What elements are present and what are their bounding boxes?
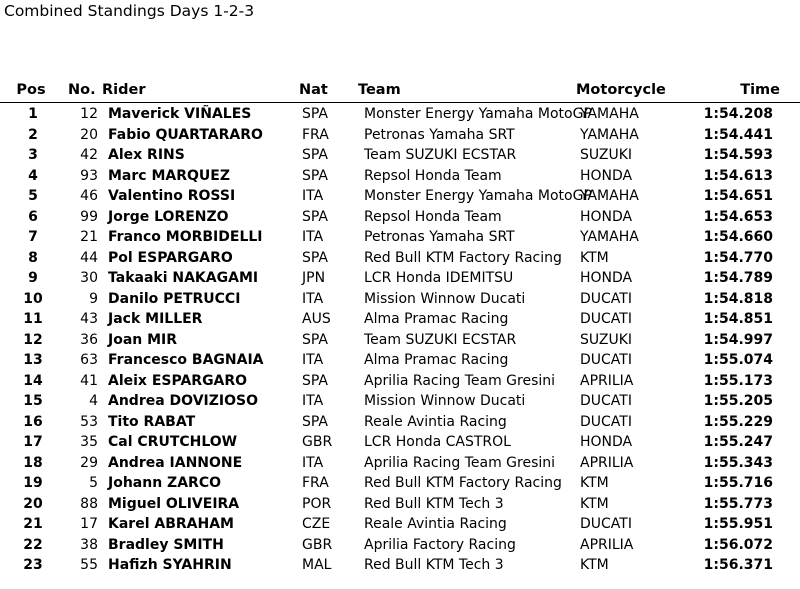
- header-pos: Pos: [16, 82, 46, 98]
- cell-no: 12: [80, 106, 98, 122]
- cell-motorcycle: KTM: [580, 249, 609, 266]
- cell-rider: Miguel OLIVEIRA: [108, 495, 240, 512]
- table-row: [0, 249, 800, 270]
- cell-rider: Andrea DOVIZIOSO: [108, 393, 258, 409]
- cell-pos: 17: [23, 434, 43, 450]
- cell-motorcycle: DUCATI: [580, 290, 632, 307]
- cell-rider: Tito RABAT: [108, 413, 196, 430]
- cell-rider: Alex RINS: [108, 147, 185, 163]
- header-team: Team: [358, 82, 401, 98]
- cell-rider: Johann ZARCO: [108, 475, 221, 491]
- cell-rider: Marc MARQUEZ: [108, 167, 230, 184]
- cell-team: LCR Honda CASTROL: [364, 434, 511, 450]
- cell-nat: SPA: [302, 372, 329, 389]
- cell-pos: 21: [23, 516, 43, 532]
- cell-nat: SPA: [302, 208, 329, 225]
- cell-team: Red Bull KTM Factory Racing: [364, 249, 562, 266]
- table-row: [0, 290, 800, 311]
- header-time: Time: [740, 82, 780, 98]
- cell-no: 21: [80, 229, 98, 245]
- cell-pos: 23: [23, 557, 43, 573]
- cell-pos: 16: [23, 413, 43, 430]
- cell-rider: Franco MORBIDELLI: [108, 229, 263, 245]
- table-row: [0, 515, 800, 536]
- table-body: [0, 105, 800, 577]
- cell-motorcycle: HONDA: [580, 167, 633, 184]
- cell-no: 4: [89, 393, 98, 409]
- cell-team: Mission Winnow Ducati: [364, 393, 526, 409]
- cell-pos: 13: [23, 352, 43, 368]
- table-header: [0, 80, 800, 103]
- cell-time: 1:55.173: [703, 372, 773, 389]
- cell-motorcycle: DUCATI: [580, 516, 632, 532]
- cell-pos: 18: [23, 454, 43, 471]
- cell-rider: Valentino ROSSI: [108, 188, 236, 204]
- header-motorcycle: Motorcycle: [576, 82, 666, 98]
- cell-motorcycle: APRILIA: [580, 372, 634, 389]
- cell-time: 1:54.208: [703, 106, 773, 122]
- cell-time: 1:55.074: [703, 352, 773, 368]
- table-row: [0, 454, 800, 475]
- cell-no: 44: [80, 249, 98, 266]
- cell-motorcycle: KTM: [580, 475, 609, 491]
- cell-motorcycle: YAMAHA: [580, 106, 639, 122]
- cell-time: 1:54.613: [703, 167, 773, 184]
- cell-team: Team SUZUKI ECSTAR: [364, 331, 517, 348]
- cell-rider: Takaaki NAKAGAMI: [108, 270, 259, 286]
- cell-motorcycle: APRILIA: [580, 536, 634, 553]
- cell-team: Aprilia Factory Racing: [364, 536, 516, 553]
- header-rider: Rider: [102, 82, 146, 98]
- cell-rider: Aleix ESPARGARO: [108, 372, 248, 389]
- cell-rider: Cal CRUTCHLOW: [108, 434, 238, 450]
- cell-team: Red Bull KTM Tech 3: [364, 495, 504, 512]
- cell-rider: Jorge LORENZO: [108, 208, 229, 225]
- cell-no: 20: [80, 126, 98, 143]
- cell-nat: ITA: [302, 229, 324, 245]
- cell-nat: SPA: [302, 331, 329, 348]
- table-row: [0, 105, 800, 126]
- cell-team: LCR Honda IDEMITSU: [364, 270, 514, 286]
- cell-no: 88: [80, 495, 98, 512]
- cell-motorcycle: HONDA: [580, 270, 633, 286]
- cell-nat: POR: [302, 495, 332, 512]
- cell-time: 1:55.247: [703, 434, 773, 450]
- cell-nat: ITA: [302, 454, 324, 471]
- cell-nat: FRA: [302, 475, 329, 491]
- cell-time: 1:55.716: [703, 475, 773, 491]
- cell-nat: SPA: [302, 167, 329, 184]
- cell-pos: 15: [23, 393, 43, 409]
- standings-table: [0, 80, 800, 577]
- cell-motorcycle: DUCATI: [580, 352, 632, 368]
- cell-pos: 4: [28, 167, 38, 184]
- cell-motorcycle: YAMAHA: [580, 188, 639, 204]
- cell-team: Petronas Yamaha SRT: [364, 126, 515, 143]
- cell-nat: MAL: [302, 557, 332, 573]
- cell-team: Monster Energy Yamaha MotoGP: [364, 188, 592, 204]
- table-row: [0, 146, 800, 167]
- table-row: [0, 351, 800, 372]
- table-row: [0, 413, 800, 434]
- cell-time: 1:54.651: [703, 188, 773, 204]
- cell-team: Aprilia Racing Team Gresini: [364, 454, 556, 471]
- table-row: [0, 208, 800, 229]
- cell-rider: Danilo PETRUCCI: [108, 290, 241, 307]
- cell-nat: GBR: [302, 434, 333, 450]
- table-row: [0, 433, 800, 454]
- cell-pos: 11: [23, 311, 43, 327]
- cell-motorcycle: YAMAHA: [580, 229, 639, 245]
- page-title: Combined Standings Days 1-2-3: [4, 2, 255, 20]
- cell-pos: 22: [23, 536, 43, 553]
- cell-team: Red Bull KTM Factory Racing: [364, 475, 562, 491]
- cell-time: 1:55.205: [703, 393, 773, 409]
- cell-time: 1:54.997: [703, 331, 773, 348]
- cell-team: Alma Pramac Racing: [364, 352, 509, 368]
- cell-rider: Francesco BAGNAIA: [108, 352, 264, 368]
- table-row: [0, 372, 800, 393]
- cell-pos: 20: [23, 495, 43, 512]
- cell-no: 35: [80, 434, 98, 450]
- cell-no: 43: [80, 311, 98, 327]
- cell-pos: 10: [23, 290, 43, 307]
- cell-motorcycle: KTM: [580, 557, 609, 573]
- cell-pos: 3: [28, 147, 38, 163]
- cell-no: 5: [89, 475, 98, 491]
- cell-time: 1:54.818: [703, 290, 773, 307]
- cell-time: 1:54.593: [703, 147, 773, 163]
- cell-rider: Fabio QUARTARARO: [108, 126, 263, 143]
- header-no: No.: [68, 82, 96, 98]
- table-row: [0, 167, 800, 188]
- cell-no: 9: [89, 290, 98, 307]
- cell-pos: 9: [28, 270, 38, 286]
- cell-time: 1:55.773: [703, 495, 773, 512]
- cell-no: 36: [80, 331, 98, 348]
- table-row: [0, 495, 800, 516]
- cell-team: Mission Winnow Ducati: [364, 290, 526, 307]
- cell-nat: ITA: [302, 393, 324, 409]
- cell-nat: SPA: [302, 106, 329, 122]
- table-row: [0, 392, 800, 413]
- cell-pos: 2: [28, 126, 38, 143]
- cell-time: 1:56.072: [703, 536, 773, 553]
- table-row: [0, 187, 800, 208]
- cell-pos: 8: [28, 249, 38, 266]
- cell-no: 29: [80, 454, 98, 471]
- cell-pos: 14: [23, 372, 43, 389]
- cell-motorcycle: DUCATI: [580, 393, 632, 409]
- cell-nat: FRA: [302, 126, 329, 143]
- cell-time: 1:54.441: [703, 126, 773, 143]
- header-nat: Nat: [299, 82, 328, 98]
- cell-time: 1:55.951: [703, 516, 773, 532]
- cell-time: 1:55.229: [703, 413, 773, 430]
- cell-no: 53: [80, 413, 98, 430]
- cell-rider: Joan MIR: [108, 331, 178, 348]
- cell-team: Reale Avintia Racing: [364, 516, 507, 532]
- cell-time: 1:54.660: [703, 229, 773, 245]
- cell-motorcycle: DUCATI: [580, 311, 632, 327]
- cell-motorcycle: SUZUKI: [580, 331, 633, 348]
- cell-no: 55: [80, 557, 98, 573]
- cell-no: 30: [80, 270, 98, 286]
- cell-nat: ITA: [302, 352, 324, 368]
- cell-no: 99: [80, 208, 98, 225]
- table-row: [0, 228, 800, 249]
- cell-team: Petronas Yamaha SRT: [364, 229, 515, 245]
- cell-nat: CZE: [302, 516, 331, 532]
- cell-motorcycle: YAMAHA: [580, 126, 639, 143]
- table-row: [0, 269, 800, 290]
- cell-motorcycle: HONDA: [580, 434, 633, 450]
- cell-pos: 1: [28, 106, 38, 122]
- cell-time: 1:54.770: [703, 249, 773, 266]
- cell-rider: Karel ABRAHAM: [108, 516, 234, 532]
- cell-rider: Jack MILLER: [108, 311, 203, 327]
- cell-team: Repsol Honda Team: [364, 208, 502, 225]
- cell-team: Red Bull KTM Tech 3: [364, 557, 504, 573]
- cell-rider: Andrea IANNONE: [108, 454, 243, 471]
- cell-nat: SPA: [302, 413, 329, 430]
- cell-motorcycle: DUCATI: [580, 413, 632, 430]
- cell-nat: SPA: [302, 249, 329, 266]
- cell-team: Reale Avintia Racing: [364, 413, 507, 430]
- cell-rider: Bradley SMITH: [108, 536, 224, 553]
- cell-nat: ITA: [302, 188, 324, 204]
- cell-nat: ITA: [302, 290, 324, 307]
- cell-team: Aprilia Racing Team Gresini: [364, 372, 556, 389]
- cell-pos: 5: [28, 188, 38, 204]
- cell-pos: 7: [28, 229, 38, 245]
- cell-nat: AUS: [302, 311, 331, 327]
- table-row: [0, 474, 800, 495]
- table-row: [0, 536, 800, 557]
- cell-motorcycle: HONDA: [580, 208, 633, 225]
- cell-team: Repsol Honda Team: [364, 167, 502, 184]
- cell-no: 41: [80, 372, 98, 389]
- cell-no: 93: [80, 167, 98, 184]
- cell-motorcycle: APRILIA: [580, 454, 634, 471]
- cell-rider: Hafizh SYAHRIN: [108, 557, 232, 573]
- cell-no: 17: [80, 516, 98, 532]
- cell-no: 46: [80, 188, 98, 204]
- cell-nat: SPA: [302, 147, 329, 163]
- cell-nat: GBR: [302, 536, 333, 553]
- cell-time: 1:55.343: [703, 454, 773, 471]
- cell-time: 1:54.851: [703, 311, 773, 327]
- cell-nat: JPN: [302, 270, 326, 286]
- table-row: [0, 126, 800, 147]
- cell-rider: Maverick VIÑALES: [108, 106, 252, 122]
- cell-pos: 6: [28, 208, 38, 225]
- cell-pos: 12: [23, 331, 43, 348]
- table-row: [0, 310, 800, 331]
- cell-pos: 19: [23, 475, 43, 491]
- cell-no: 38: [80, 536, 98, 553]
- cell-rider: Pol ESPARGARO: [108, 249, 233, 266]
- cell-no: 42: [80, 147, 98, 163]
- cell-team: Team SUZUKI ECSTAR: [364, 147, 517, 163]
- cell-motorcycle: SUZUKI: [580, 147, 633, 163]
- cell-time: 1:54.789: [703, 270, 773, 286]
- cell-motorcycle: KTM: [580, 495, 609, 512]
- cell-no: 63: [80, 352, 98, 368]
- table-row: [0, 556, 800, 577]
- cell-time: 1:54.653: [703, 208, 773, 225]
- cell-time: 1:56.371: [703, 557, 773, 573]
- table-row: [0, 331, 800, 352]
- cell-team: Monster Energy Yamaha MotoGP: [364, 106, 592, 122]
- cell-team: Alma Pramac Racing: [364, 311, 509, 327]
